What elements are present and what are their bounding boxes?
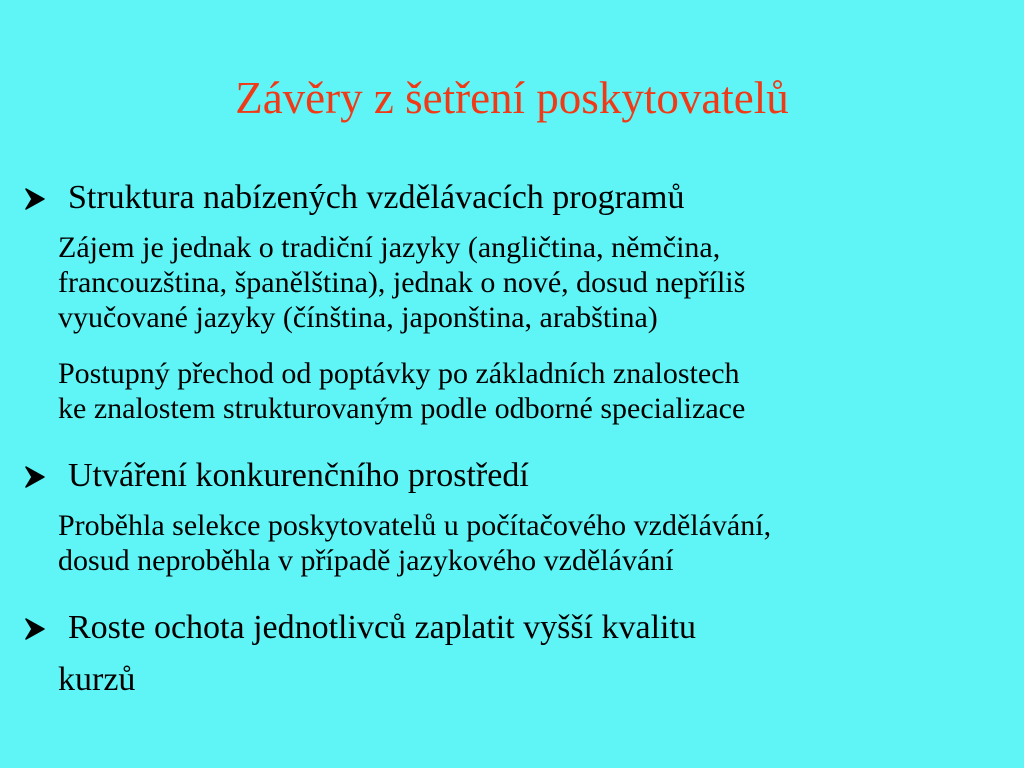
sub-paragraph — [58, 230, 1018, 335]
sub-paragraph-line: Postupný přechod od poptávky po základních znalostech — [58, 357, 740, 390]
bullet-text: Utváření konkurenčního prostředí — [68, 457, 529, 494]
arrowhead-bullet-icon — [22, 181, 50, 217]
sub-paragraph — [58, 356, 1018, 426]
sub-paragraph — [58, 508, 1018, 578]
bullet-text-continuation: kurzů — [58, 661, 136, 698]
arrowhead-bullet-icon — [22, 459, 50, 495]
sub-paragraph-line: francouzština, španělština), jednak o nové, dosud nepříliš — [58, 266, 746, 299]
arrowhead-bullet-icon — [22, 611, 50, 647]
sub-paragraph-line: Proběhla selekce poskytovatelů u počítačového vzdělávání, — [58, 509, 772, 542]
sub-paragraph-line: dosud neproběhla v případě jazykového vzdělávání — [58, 544, 674, 577]
sub-paragraph-line: vyučované jazyky (čínština, japonština, arabština) — [58, 301, 658, 334]
slide-title: Závěry z šetření poskytovatelů — [235, 73, 789, 123]
bullet-text: Roste ochota jednotlivců zaplatit vyšší kvalitu — [68, 609, 696, 646]
sub-paragraph-line: ke znalostem strukturovaným podle odborné specializace — [58, 392, 746, 425]
sub-paragraph-line: Zájem je jednak o tradiční jazyky (angličtina, němčina, — [58, 231, 721, 264]
bullet-text: Struktura nabízených vzdělávacích programů — [68, 179, 685, 216]
